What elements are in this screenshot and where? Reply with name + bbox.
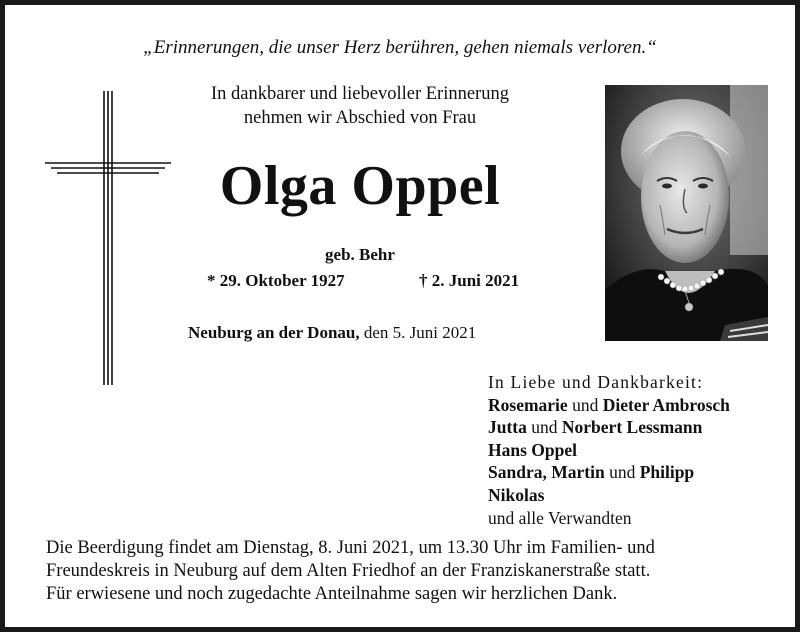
funeral-line-3: Für erwiesene und noch zugedachte Anteilnahme sagen wir herzlichen Dank. xyxy=(46,584,618,604)
funeral-line-1: Die Beerdigung findet am Dienstag, 8. Juni 2021, um 13.30 Uhr im Familien- und xyxy=(46,538,655,558)
family-row xyxy=(488,394,730,417)
cross-icon xyxy=(43,85,173,389)
place: Neuburg an der Donau, xyxy=(188,323,360,342)
death-date: † 2. Juni 2021 xyxy=(419,271,520,290)
family-signature xyxy=(488,371,730,529)
family-row xyxy=(488,416,730,439)
family-row xyxy=(488,461,730,484)
family-connector: und xyxy=(609,462,636,483)
birth-date: * 29. Oktober 1927 xyxy=(207,271,345,290)
family-connector: und xyxy=(531,417,558,438)
intro-text xyxy=(175,82,545,130)
portrait-photo xyxy=(605,85,768,341)
family-member: Rosemarie xyxy=(488,394,568,415)
family-member: Philipp xyxy=(639,462,695,483)
date: den 5. Juni 2021 xyxy=(363,323,477,342)
family-member: Norbert Lessmann xyxy=(561,417,703,438)
funeral-notice xyxy=(46,537,786,606)
place-and-date xyxy=(188,323,476,343)
relatives-line: und alle Verwandten xyxy=(488,507,632,528)
deceased-name: Olga Oppel xyxy=(219,155,501,217)
maiden-name: geb. Behr xyxy=(325,245,395,264)
family-row xyxy=(488,439,730,462)
family-heading: In Liebe und Dankbarkeit: xyxy=(488,372,704,392)
family-connector: und xyxy=(572,394,599,415)
family-row xyxy=(488,484,730,507)
family-member: Nikolas xyxy=(488,484,545,505)
intro-line-2: nehmen wir Abschied von Frau xyxy=(243,108,477,128)
family-member: Sandra, Martin xyxy=(488,462,605,483)
family-member: Hans Oppel xyxy=(488,439,577,460)
intro-line-1: In dankbarer und liebevoller Erinnerung xyxy=(211,84,509,104)
memorial-quote: „Erinnerungen, die unser Herz berühren, gehen niemals verloren.“ xyxy=(143,37,657,58)
family-member: Jutta xyxy=(488,417,527,438)
family-member: Dieter Ambrosch xyxy=(602,394,730,415)
funeral-line-2: Freundeskreis in Neuburg auf dem Alten Friedhof an der Franziskanerstraße statt. xyxy=(46,561,651,581)
